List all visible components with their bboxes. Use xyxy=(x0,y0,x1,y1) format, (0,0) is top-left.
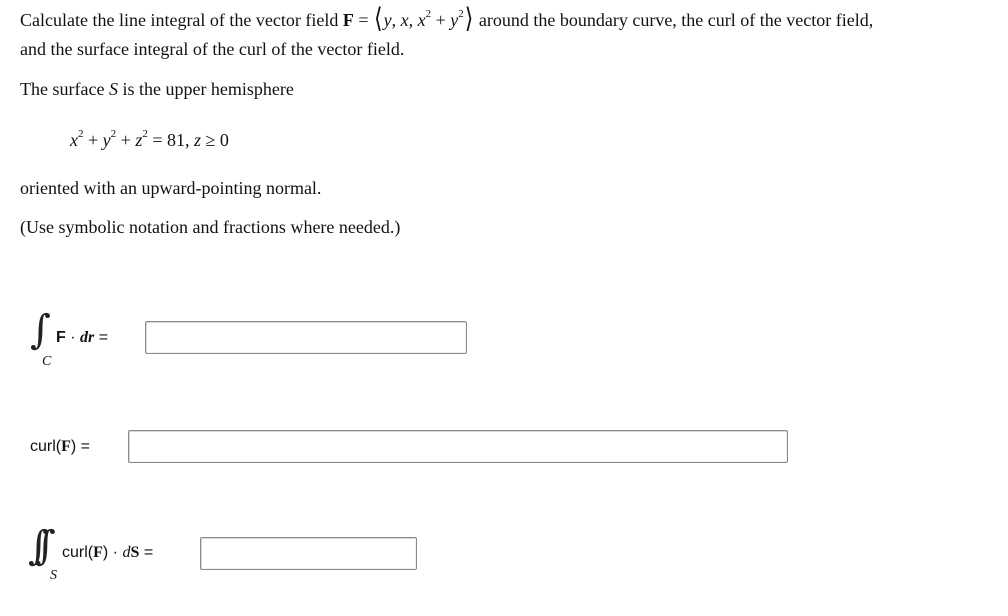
surface-integral-input[interactable] xyxy=(200,537,417,570)
line-integral-label xyxy=(56,326,108,350)
surface-text-end: is the upper hemisphere xyxy=(122,79,294,99)
dS-symbol: S xyxy=(130,544,140,561)
equals-sign: = xyxy=(98,329,109,346)
component-y2-base: y xyxy=(450,10,459,30)
dot-operator: · xyxy=(70,329,76,346)
equals-sign: = xyxy=(143,544,154,561)
exponent: 2 xyxy=(142,128,148,140)
field-symbol: F xyxy=(93,544,103,561)
problem-line-2 xyxy=(20,35,404,63)
intro-text: Calculate the line integral of the vector field xyxy=(20,10,339,30)
double-integral-icon: ∫∫ xyxy=(28,523,42,569)
equals-sign: = xyxy=(80,438,91,455)
curve-subscript: C xyxy=(42,354,52,369)
eq-z: z xyxy=(135,130,143,150)
field-symbol: F xyxy=(342,10,354,30)
left-angle-bracket: ⟨ xyxy=(374,3,383,35)
curl-paren: ) xyxy=(102,544,109,561)
dot-operator: · xyxy=(112,544,118,561)
surface-integral-label xyxy=(62,541,153,565)
surface-subscript: S xyxy=(50,568,57,583)
surface-description xyxy=(20,75,294,103)
plus-sign: + xyxy=(120,130,131,150)
plus-sign: + xyxy=(435,10,446,30)
component-x: x xyxy=(400,10,409,30)
field-symbol: F xyxy=(56,329,66,346)
problem-line-1: Calculate the line integral of the vector field F = ⟨y, x, $x^2$ + $y^2⟩$ around the boundary curve, the curl of the vector field, xyxy=(20,6,873,34)
eq-geq: ≥ 0 xyxy=(205,130,229,150)
component-y: y xyxy=(383,10,392,30)
eq-rhs: = 81, xyxy=(152,130,190,150)
curl-text: curl( xyxy=(62,544,94,561)
eq-x: x xyxy=(70,130,78,150)
eq-y: y xyxy=(102,130,111,150)
exponent: 2 xyxy=(425,8,432,20)
notation-note xyxy=(20,213,400,241)
intro-text-end: and the surface integral of the curl of the vector field. xyxy=(20,39,405,59)
field-symbol: F xyxy=(61,438,71,455)
curl-text: curl( xyxy=(30,438,62,455)
curl-input[interactable] xyxy=(128,430,788,463)
orientation-text xyxy=(20,174,321,202)
equals-sign: = xyxy=(358,10,369,30)
curl-paren: ) xyxy=(70,438,77,455)
curl-label xyxy=(30,435,90,459)
d-symbol: d xyxy=(122,544,131,561)
hemisphere-equation xyxy=(70,126,229,154)
exponent: 2 xyxy=(78,128,84,140)
eq-z-condition: z xyxy=(193,130,201,150)
notation-note-text: (Use symbolic notation and fractions where needed.) xyxy=(20,217,401,237)
orientation-label: oriented with an upward-pointing normal. xyxy=(20,178,322,198)
exponent: 2 xyxy=(110,128,117,140)
surface-symbol: S xyxy=(108,79,118,99)
line-integral-input[interactable] xyxy=(145,321,467,354)
intro-text-continued: around the boundary curve, the curl of the vector field, xyxy=(478,10,874,30)
plus-sign: + xyxy=(88,130,99,150)
surface-text: The surface xyxy=(20,79,105,99)
component-x2-base: x xyxy=(417,10,426,30)
dr-symbol: dr xyxy=(80,329,95,346)
right-angle-bracket: ⟩ xyxy=(464,3,474,35)
integral-sign-icon: ∫ xyxy=(30,307,51,353)
exponent: 2 xyxy=(458,8,464,20)
